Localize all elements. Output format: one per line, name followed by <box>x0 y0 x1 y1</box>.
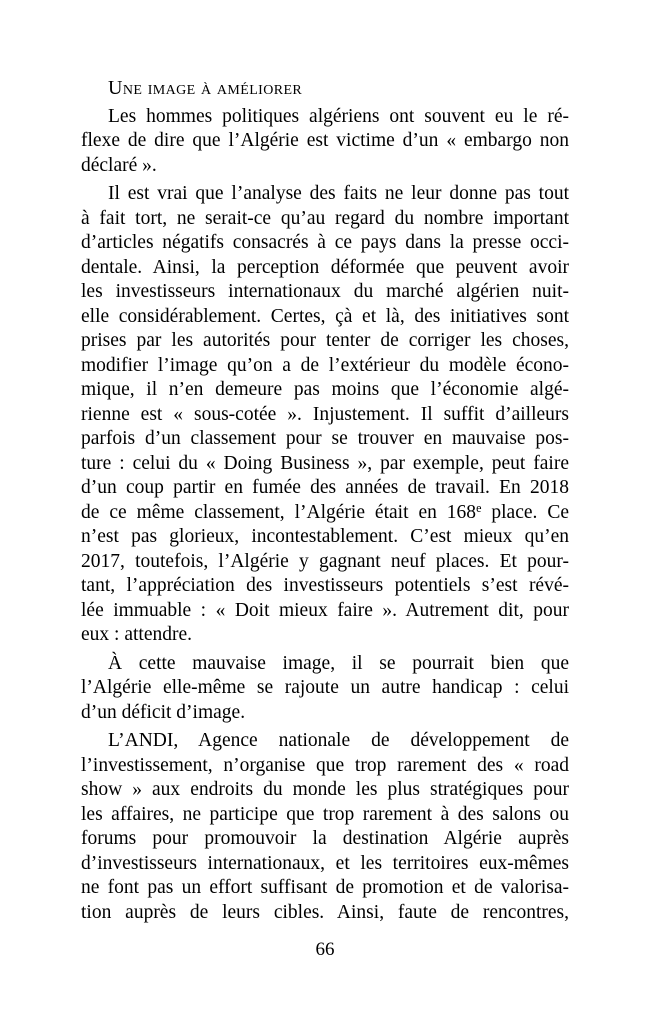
text-line: elle considérablement. Certes, çà et là, des initiatives sont <box>81 305 569 327</box>
section-heading: Une image à améliorer <box>108 77 303 99</box>
text-line: mique, il n’en demeure pas moins que l’économie algé- <box>81 379 569 400</box>
text-line: modifier l’image qu’on a de l’extérieur du modèle écono- <box>81 354 569 376</box>
text-line: prises par les autorités pour tenter de corriger les choses, <box>81 330 569 351</box>
text-line: déclaré ». <box>81 154 157 176</box>
page-number: 66 <box>315 939 335 960</box>
text-line: ture : celui du « Doing Business », par exemple, peut faire <box>81 452 569 474</box>
text-line: show » aux endroits du monde les plus stratégiques pour <box>81 779 569 800</box>
text-block <box>81 76 569 925</box>
text-line: d’un déficit d’image. <box>81 701 246 723</box>
text-line: les affaires, ne participe que trop rarement à des salons ou <box>81 803 569 825</box>
text-line: ne font pas un effort suffisant de promotion et de valorisa- <box>81 877 569 898</box>
text-line: à fait tort, ne serait-ce qu’au regard du nombre important <box>81 207 569 229</box>
text-line: d’articles négatifs consacrés à ce pays dans la presse occi- <box>81 232 569 253</box>
text-line: n’est pas glorieux, incontestablement. C’est mieux qu’en <box>81 526 569 547</box>
text-segment: de ce même classement, l’Algérie était en 168 <box>81 501 477 523</box>
text-line: À cette mauvaise image, il se pourrait bien que <box>108 652 569 674</box>
text-line: l’investissement, n’organise que trop rarement des « road <box>81 754 569 776</box>
text-line: eux : attendre. <box>81 624 192 645</box>
text-line: dentale. Ainsi, la perception déformée que peuvent avoir <box>81 256 569 278</box>
text-line: tion auprès de leurs cibles. Ainsi, faute de rencontres, <box>81 901 569 923</box>
text-line: l’Algérie elle-même se rajoute un autre handicap : celui <box>81 677 569 698</box>
paragraph <box>81 729 569 925</box>
paragraph <box>81 105 569 179</box>
superscript-ordinal: e <box>476 501 482 516</box>
text-line: parfois d’un classement pour se trouver en mauvaise pos- <box>81 428 569 449</box>
text-line: Les hommes politiques algériens ont souvent eu le ré- <box>108 105 569 127</box>
text-line: rienne est « sous-cotée ». Injustement. Il suffit d’ailleurs <box>81 403 569 425</box>
text-line: les investisseurs internationaux du marché algérien nuit- <box>81 281 569 302</box>
text-line: d’un coup partir en fumée des années de travail. En 2018 <box>81 477 569 498</box>
paragraph <box>81 652 569 726</box>
text-line: 2017, toutefois, l’Algérie y gagnant neuf places. Et pour- <box>81 550 569 572</box>
text-line: d’investisseurs internationaux, et les territoires eux-mêmes <box>81 852 569 874</box>
text-line: flexe de dire que l’Algérie est victime d’un « embargo non <box>81 130 569 151</box>
text-line: tant, l’appréciation des investisseurs potentiels s’est révé- <box>81 575 569 596</box>
paragraph <box>81 182 569 648</box>
text-line: Il est vrai que l’analyse des faits ne leur donne pas tout <box>108 183 569 204</box>
text-segment: place. Ce <box>481 501 570 523</box>
text-line <box>81 501 569 526</box>
text-line: L’ANDI, Agence nationale de développement de <box>108 730 569 751</box>
text-line: forums pour promouvoir la destination Algérie auprès <box>81 828 569 849</box>
text-line: lée immuable : « Doit mieux faire ». Autrement dit, pour <box>81 599 569 621</box>
